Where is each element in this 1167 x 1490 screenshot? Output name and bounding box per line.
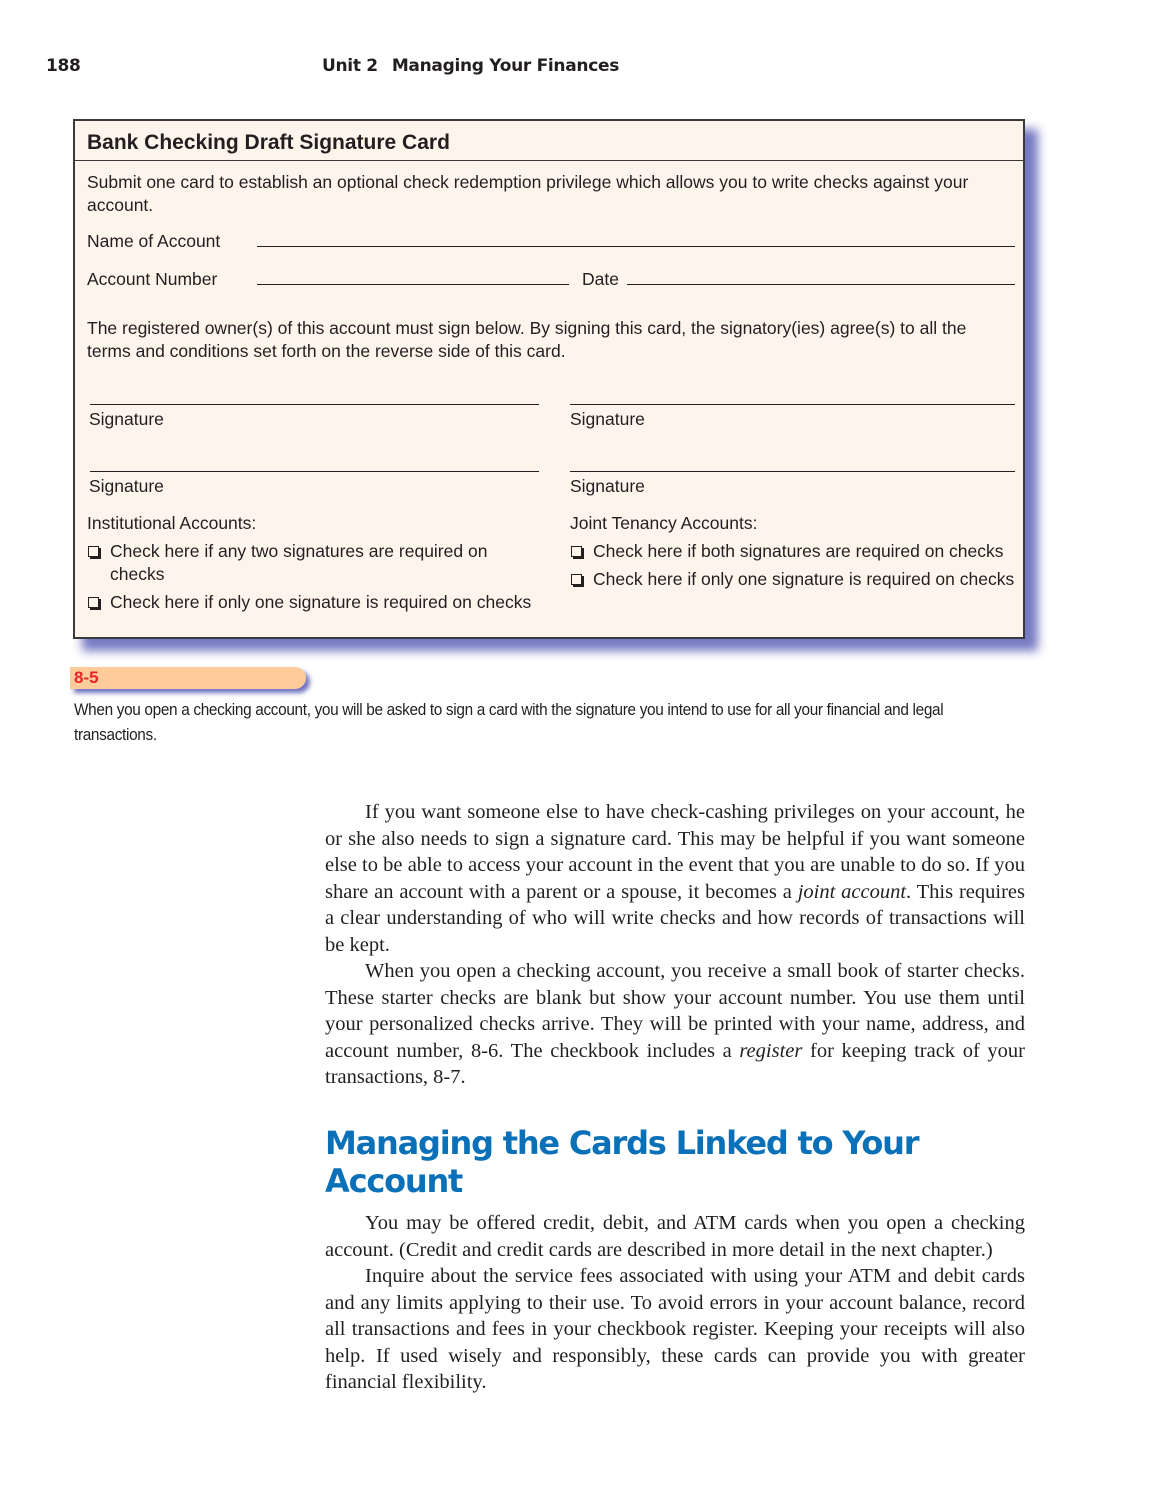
unit-label: Unit 2 <box>322 56 378 76</box>
card-intro: Submit one card to establish an optional check redemption privilege which allows you to write checks against your account. <box>87 172 969 215</box>
unit-title-text: Managing Your Finances <box>391 56 620 76</box>
term-register: register <box>739 1039 803 1062</box>
section-heading: Managing the Cards Linked to Your Account <box>325 1124 919 1200</box>
option-label: Check here if only one signature is required on checks <box>593 569 1015 589</box>
signature-line-3[interactable] <box>90 471 539 472</box>
signature-line-4[interactable] <box>570 471 1015 472</box>
joint-option-one-signature[interactable] <box>570 568 1020 591</box>
checkbox-icon[interactable] <box>571 546 582 557</box>
joint-option-both-signatures[interactable] <box>570 540 1020 563</box>
card-title: Bank Checking Draft Signature Card <box>87 131 450 154</box>
checkbox-icon[interactable] <box>88 597 99 608</box>
text-run: When you open a checking account, you receive a small book of starter checks. These starter checks are blank but show your account number. You use them until your personalized checks arrive. They will be printed with your name, address, and account number, 8-6. The checkbook includes a <box>325 960 1025 1062</box>
account-number-label: Account Number <box>87 269 218 289</box>
institutional-option-one-signature[interactable] <box>87 591 537 614</box>
checkbox-icon[interactable] <box>88 546 99 557</box>
text-run: . This requires a clear understanding of who will write checks and how records of transactions will be kept. <box>325 880 1025 956</box>
figure-caption: When you open a checking account, you will be asked to sign a card with the signature you intend to use for all your financial and legal transactions. <box>74 701 944 744</box>
figure-number-tab <box>70 667 306 689</box>
signature-line-1[interactable] <box>90 404 539 405</box>
page-number: 188 <box>46 56 81 76</box>
signature-label-4: Signature <box>570 476 645 496</box>
institutional-accounts-group <box>87 513 537 619</box>
date-label: Date <box>582 269 619 289</box>
signature-label-1: Signature <box>89 409 164 429</box>
name-of-account-label: Name of Account <box>87 231 221 251</box>
body-text-section-2 <box>325 1210 1025 1396</box>
joint-tenancy-accounts-group <box>570 513 1020 596</box>
joint-tenancy-heading: Joint Tenancy Accounts: <box>570 513 758 533</box>
term-joint-account: joint account <box>797 880 907 903</box>
account-number-field[interactable] <box>257 284 569 285</box>
date-field[interactable] <box>627 284 1015 285</box>
signature-label-3: Signature <box>89 476 164 496</box>
unit-title <box>322 56 619 76</box>
option-label: Check here if both signatures are required on checks <box>593 541 1004 561</box>
option-label: Check here if only one signature is required on checks <box>110 592 532 612</box>
option-label: Check here if any two signatures are required on checks <box>110 541 488 584</box>
terms-text: The registered owner(s) of this account must sign below. By signing this card, the signatory(ies) agree(s) to all the terms and conditions set forth on the reverse side of this card. <box>87 318 967 361</box>
name-of-account-field[interactable] <box>257 246 1015 247</box>
body-text-section-1 <box>325 799 1025 1091</box>
text-run: for keeping track of your transactions, 8-7. <box>325 1039 1025 1088</box>
signature-line-2[interactable] <box>570 404 1015 405</box>
body-paragraph: Inquire about the service fees associated with using your ATM and debit cards and any limits applying to their use. To avoid errors in your account balance, record all transactions and fees in your checkbook register. Keeping your receipts will also help. If used wisely and responsibly, these cards can provide you with greater financial flexibility. <box>325 1265 1025 1393</box>
institutional-option-two-signatures[interactable] <box>87 540 537 586</box>
text-run: If you want someone else to have check-cashing privileges on your account, he or she also needs to sign a signature card. This may be helpful if you want someone else to be able to access your account in the event that you are unable to do so. If you share an account with a parent or a spouse, it becomes a <box>325 801 1025 903</box>
running-head <box>46 56 1046 80</box>
institutional-accounts-heading: Institutional Accounts: <box>87 513 257 533</box>
checkbox-icon[interactable] <box>571 574 582 585</box>
body-paragraph: You may be offered credit, debit, and ATM cards when you open a checking account. (Credit and credit cards are described in more detail in the next chapter.) <box>325 1212 1025 1261</box>
body-paragraph <box>325 958 1025 1091</box>
card-title-bar <box>75 121 1023 161</box>
body-paragraph <box>325 799 1025 958</box>
figure-number: 8-5 <box>74 668 99 687</box>
signature-card <box>73 119 1025 639</box>
signature-label-2: Signature <box>570 409 645 429</box>
